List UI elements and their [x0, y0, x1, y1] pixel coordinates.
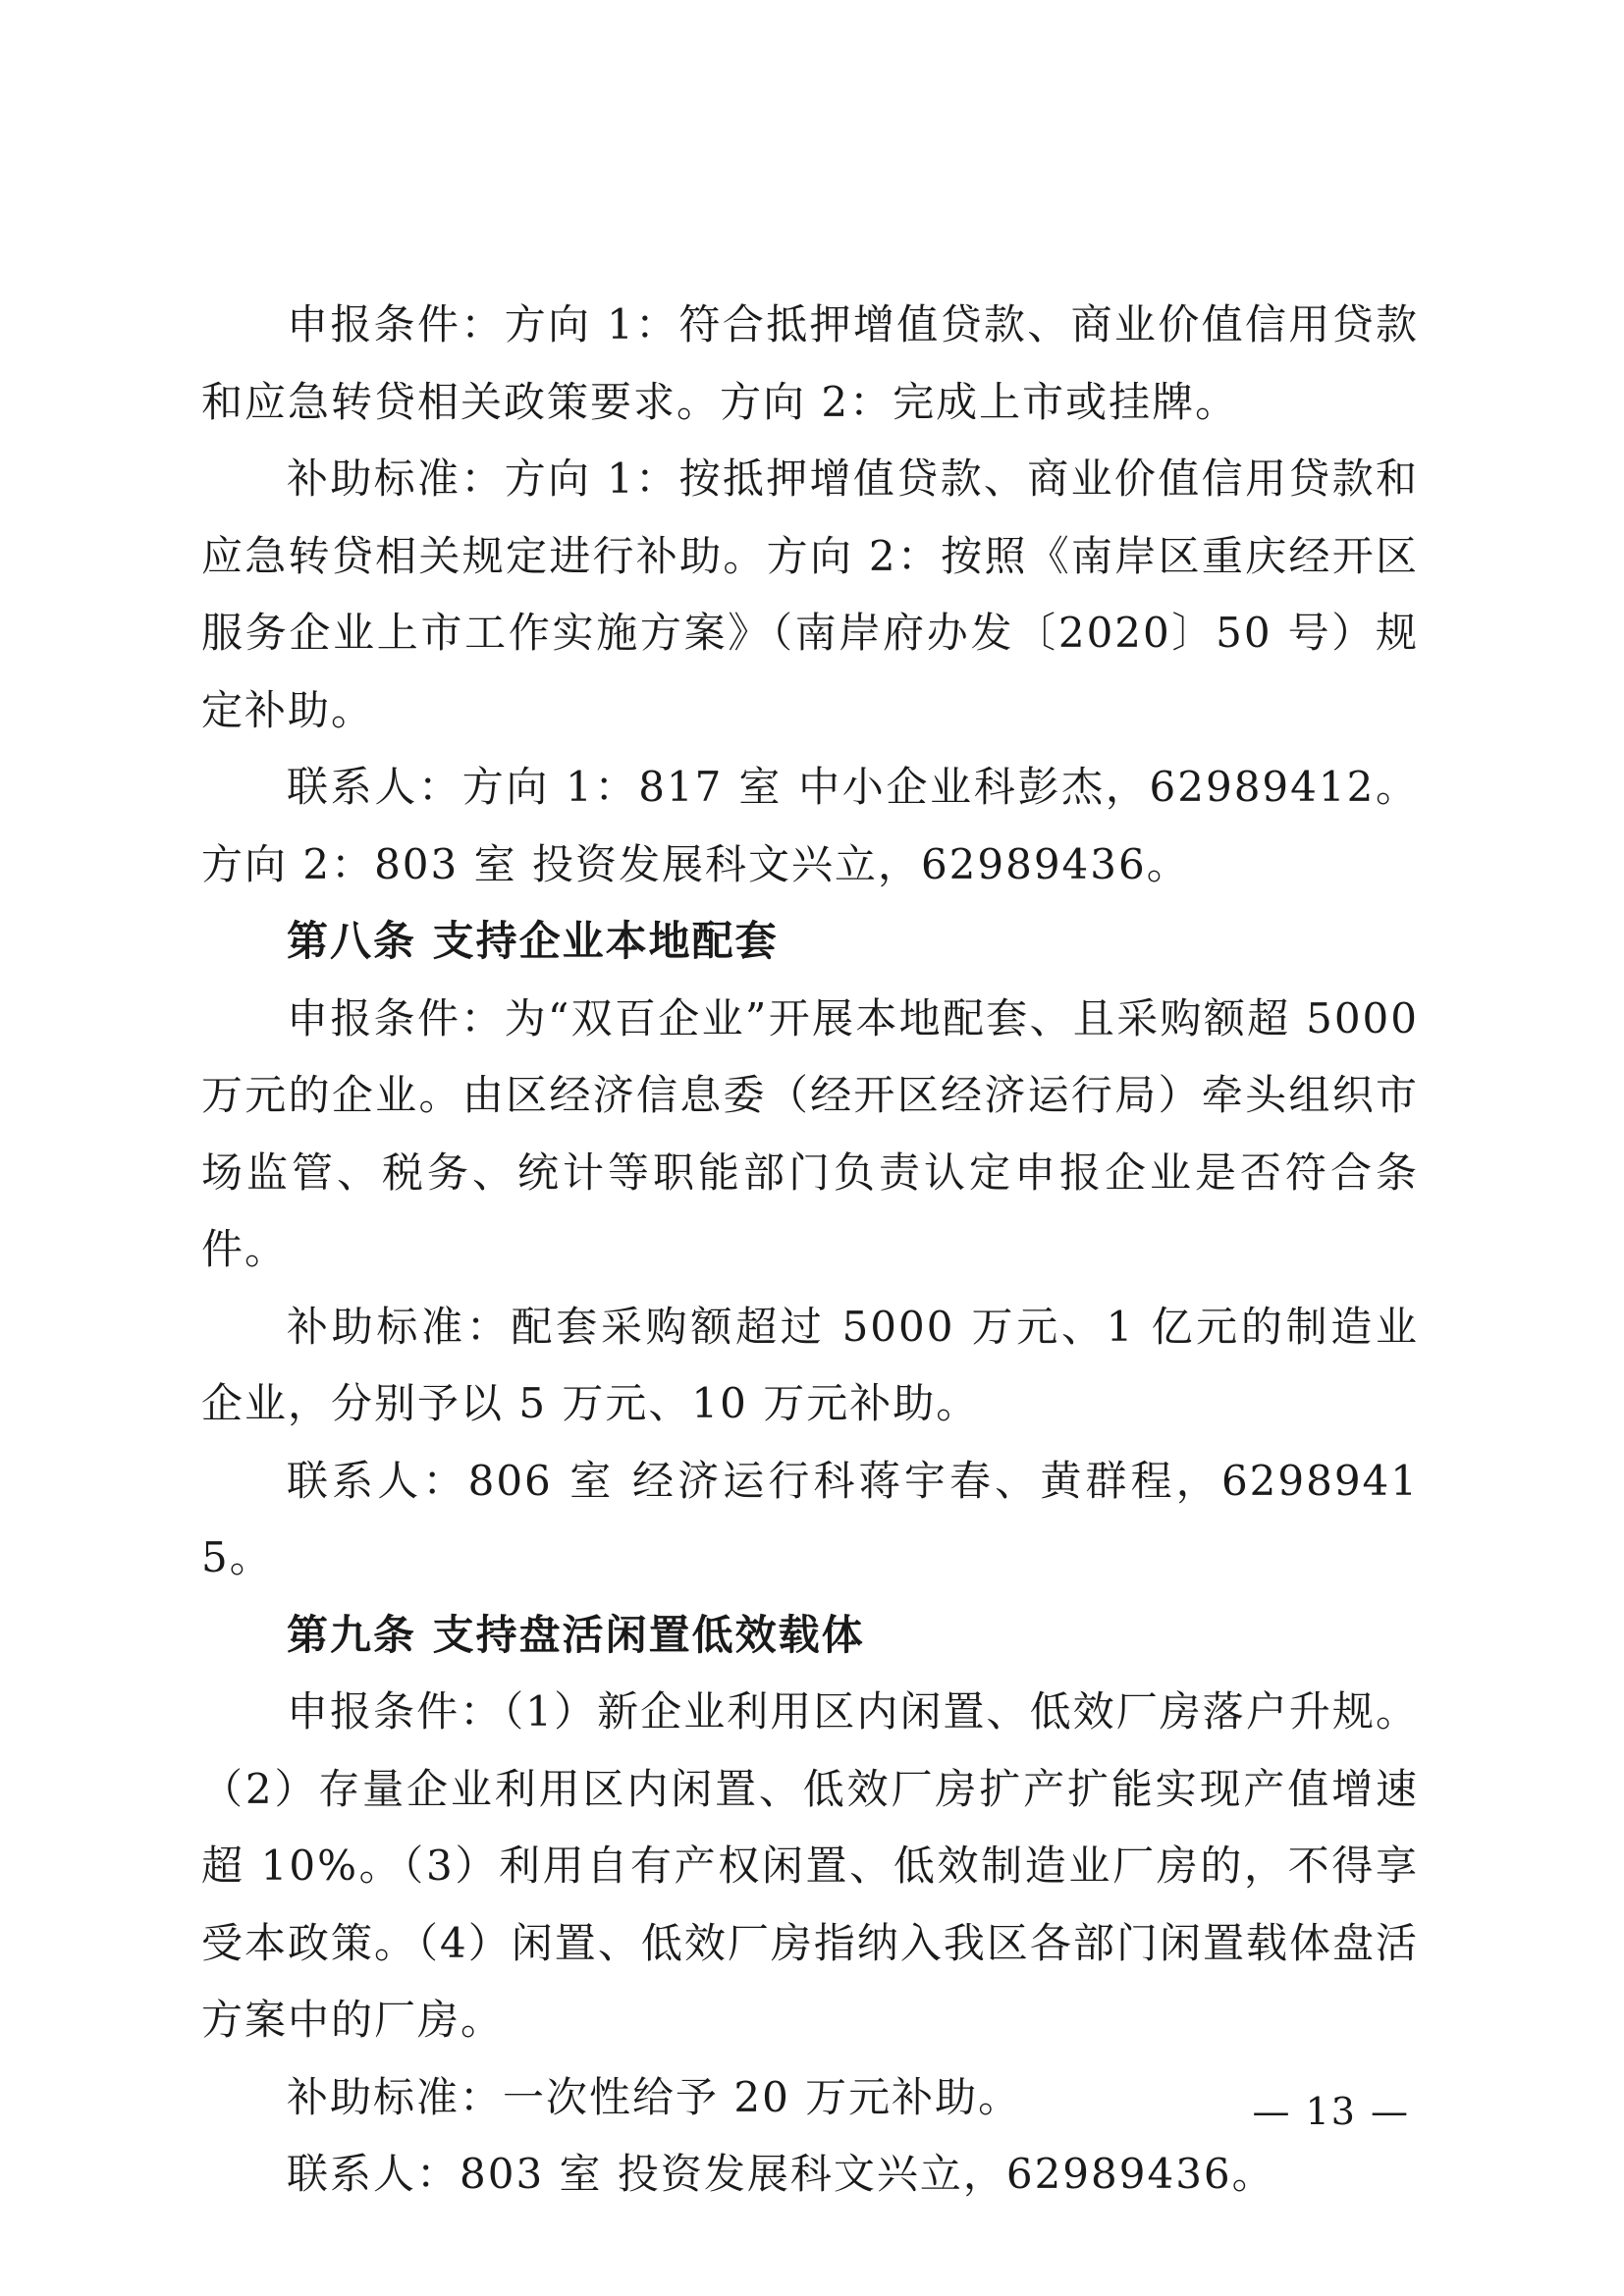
article-9-heading: 第九条 支持盘活闲置低效载体: [287, 1610, 865, 1659]
paragraph-article-8-conditions: 申报条件：为“双百企业”开展本地配套、且采购额超 5000 万元的企业。由区经济信息委（经开区经济运行局）牵头组织市场监管、税务、统计等职能部门负责认定申报企业是否符合条件。: [201, 993, 1419, 1273]
paragraph-application-conditions: 申报条件：方向 1：符合抵押增值贷款、商业价值信用贷款和应急转贷相关政策要求。方向 2：完成上市或挂牌。: [201, 300, 1419, 426]
article-8-heading: 第八条 支持企业本地配套: [287, 917, 779, 965]
paragraph-article-9-conditions: 申报条件：（1）新企业利用区内闲置、低效厂房落户升规。（2）存量企业利用区内闲置、低效厂房扩产扩能实现产值增速超 10%。（3）利用自有产权闲置、低效制造业厂房的，不得享受本政策。（4）闲置、低效厂房指纳入我区各部门闲置载体盘活方案中的厂房。: [201, 1687, 1419, 2044]
paragraph-article-9-contact: 联系人：803 室 投资发展科文兴立，62989436。: [287, 2150, 1275, 2198]
paragraph-article-9-standard: 补助标准：一次性给予 20 万元补助。: [287, 2072, 1022, 2121]
paragraph-subsidy-standard: 补助标准：方向 1：按抵押增值贷款、商业价值信用贷款和应急转贷相关规定进行补助。方向 2：按照《南岸区重庆经开区服务企业上市工作实施方案》（南岸府办发〔2020〕50 号）规定补助。: [201, 454, 1419, 734]
paragraph-article-8-standard: 补助标准：配套采购额超过 5000 万元、1 亿元的制造业企业，分别予以 5 万元、10 万元补助。: [201, 1302, 1419, 1427]
paragraph-contact: 联系人：方向 1：817 室 中小企业科彭杰，62989412。方向 2：803 室 投资发展科文兴立，62989436。: [201, 763, 1419, 888]
page-number: — 13 —: [1252, 2090, 1410, 2133]
body-text: [201, 287, 1419, 2214]
paragraph-article-8-contact: 联系人：806 室 经济运行科蒋宇春、黄群程，62989415。: [201, 1456, 1419, 1581]
